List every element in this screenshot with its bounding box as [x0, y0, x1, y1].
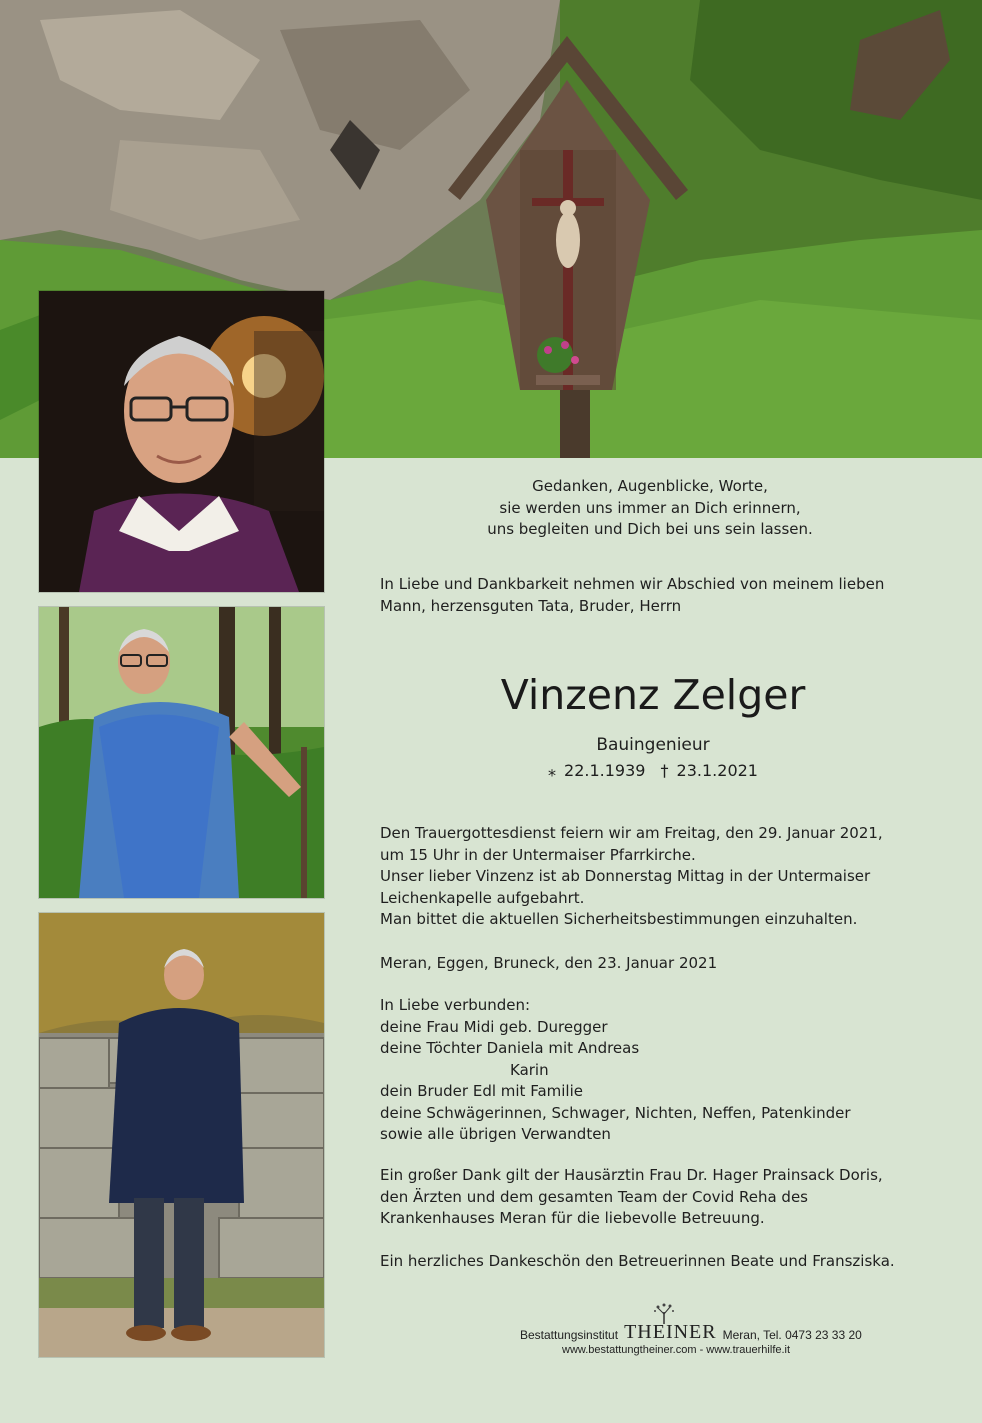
service-details	[380, 823, 940, 931]
thanks-line: den Ärzten und dem gesamten Team der Covid Reha des	[380, 1187, 808, 1206]
intro-line: In Liebe und Dankbarkeit nehmen wir Abschied von meinem lieben	[380, 575, 885, 593]
intro-text	[380, 574, 940, 617]
birth-date: 22.1.1939	[564, 761, 646, 780]
place-date-line: Meran, Eggen, Bruneck, den 23. Januar 2021	[380, 954, 718, 972]
life-dates	[380, 761, 926, 780]
thanks-caregivers-line: Ein herzliches Dankeschön den Betreuerinnen Beate und Fransziska.	[380, 1252, 895, 1270]
footer-web-links: www.bestattungtheiner.com - www.trauerhilfe.it	[562, 1344, 791, 1356]
thanks-line: Krankenhauses Meran für die liebevolle Betreuung.	[380, 1209, 765, 1227]
poem-line: uns begleiten und Dich bei uns sein lassen.	[487, 520, 813, 538]
brand-name: THEINER	[624, 1321, 717, 1343]
poem-line: Gedanken, Augenblicke, Worte,	[532, 477, 768, 495]
thanks-text	[380, 1165, 940, 1230]
mourner-line: Karin	[510, 1060, 549, 1079]
funeral-home-footer	[520, 1322, 920, 1356]
footer-prefix: Bestattungsinstitut	[520, 1328, 619, 1342]
funeral-home-brand	[624, 1322, 717, 1342]
service-line: Man bittet die aktuellen Sicherheitsbestimmungen einzuhalten.	[380, 910, 858, 928]
mourners-list	[380, 995, 940, 1146]
forest-walk-photo	[39, 607, 324, 898]
intro-line: Mann, herzensguten Tata, Bruder, Herrn	[380, 596, 682, 615]
thanks-line: Ein großer Dank gilt der Hausärztin Frau Dr. Hager Prainsack Doris,	[380, 1166, 883, 1184]
birth-symbol: ⁎	[548, 761, 557, 780]
mourner-line: deine Töchter Daniela mit Andreas	[380, 1039, 640, 1057]
portrait-photo	[39, 291, 324, 592]
thanks-caregivers	[380, 1251, 940, 1273]
mourners-heading: In Liebe verbunden:	[380, 996, 531, 1014]
service-line: Leichenkapelle aufgebahrt.	[380, 888, 585, 907]
mourner-line: deine Schwägerinnen, Schwager, Nichten, Neffen, Patenkinder	[380, 1103, 851, 1122]
death-symbol: †	[660, 761, 669, 780]
service-line: Den Trauergottesdienst feiern wir am Freitag, den 29. Januar 2021,	[380, 824, 883, 842]
poem-line: sie werden uns immer an Dich erinnern,	[499, 498, 801, 517]
mourner-line: deine Frau Midi geb. Duregger	[380, 1017, 608, 1036]
footer-contact: Meran, Tel. 0473 23 33 20	[722, 1328, 862, 1342]
deceased-name: Vinzenz Zelger	[500, 671, 806, 719]
service-line: um 15 Uhr in der Untermaiser Pfarrkirche.	[380, 845, 696, 864]
tree-logo-icon	[652, 1302, 676, 1324]
place-date	[380, 953, 940, 975]
deceased-profession: Bauingenieur	[596, 735, 710, 755]
memorial-poem	[380, 476, 920, 541]
stone-wall-photo	[39, 913, 324, 1357]
service-line: Unser lieber Vinzenz ist ab Donnerstag Mittag in der Untermaiser	[380, 867, 871, 885]
mourner-line: dein Bruder Edl mit Familie	[380, 1082, 583, 1100]
mourner-line: sowie alle übrigen Verwandten	[380, 1125, 611, 1143]
death-date: 23.1.2021	[676, 761, 758, 780]
